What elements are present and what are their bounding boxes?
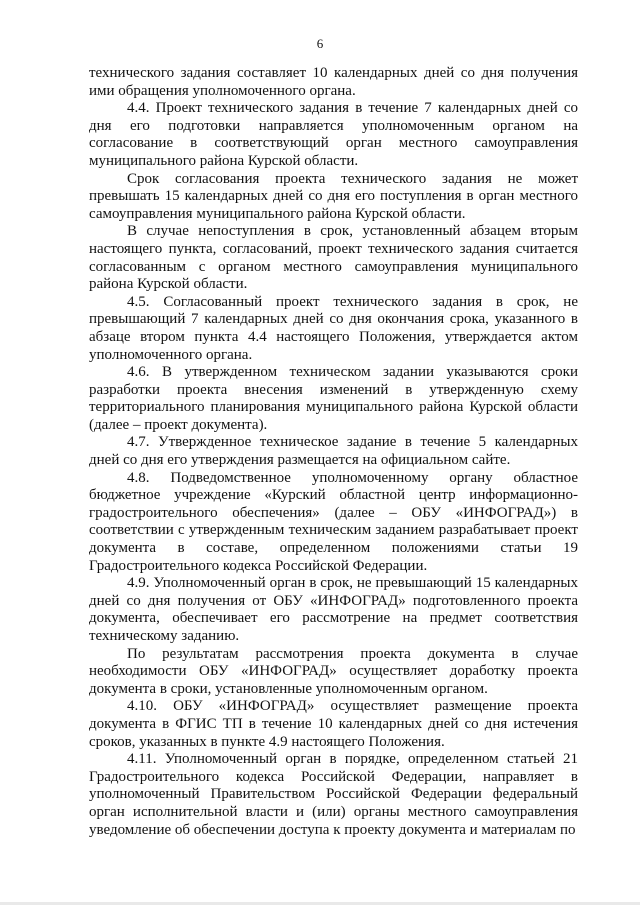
paragraph-4-4: 4.4. Проект технического задания в течение 7 календарных дней со дня его подготовки направляется уполномоченным органом на согласование в соответствующий орган местного самоуправления муниципального района Курской области. bbox=[89, 100, 578, 169]
paragraph-4-4-approval-term: Срок согласования проекта технического задания не может превышать 15 календарных дней со дня его поступления в орган местного самоуправления муниципального района Курской области. bbox=[89, 170, 578, 222]
paragraph-4-9: 4.9. Уполномоченный орган в срок, не превышающий 15 календарных дней со дня получения от ОБУ «ИНФОГРАД» подготовленного проекта документа, обеспечивает его рассмотрение на предмет соответствия техническому заданию. bbox=[89, 575, 578, 644]
paragraph-4-5: 4.5. Согласованный проект технического задания в срок, не превышающий 7 календарных дней со дня окончания срока, указанного в абзаце втором пункта 4.4 настоящего Положения, утверждается актом уполномоченного органа. bbox=[89, 293, 578, 363]
paragraph-4-6: 4.6. В утвержденном техническом задании указываются сроки разработки проекта внесения изменений в утвержденную схему территориального планирования муниципального района Курской области (далее – проект документа). bbox=[89, 364, 578, 433]
paragraph-4-7: 4.7. Утвержденное техническое задание в течение 5 календарных дней со дня его утверждения размещается на официальном сайте. bbox=[89, 434, 578, 469]
paragraph-4-4-non-receipt: В случае непоступления в срок, установленный абзацем вторым настоящего пункта, согласований, проект технического задания считается согласованным с органом местного самоуправления муниципального района Курской области. bbox=[89, 223, 578, 293]
paragraph-4-8: 4.8. Подведомственное уполномоченному органу областное бюджетное учреждение «Курский областной центр информационно-градостроительного обеспечения» (далее – ОБУ «ИНФОГРАД») в соответствии с утвержденным техническим заданием разрабатывает проект документа в составе, определенном положениями статьи 19 Градостроительного кодекса Российской Федерации. bbox=[89, 469, 578, 574]
paragraph-4-9-revision: По результатам рассмотрения проекта документа в случае необходимости ОБУ «ИНФОГРАД» осуществляет доработку проекта документа в сроки, установленные уполномоченным органом. bbox=[89, 645, 578, 697]
page-number: 6 bbox=[316, 36, 324, 51]
paragraph-4-10: 4.10. ОБУ «ИНФОГРАД» осуществляет размещение проекта документа в ФГИС ТП в течение 10 календарных дней со дня истечения сроков, указанных в пункте 4.9 настоящего Положения. bbox=[89, 698, 578, 750]
document-body bbox=[89, 65, 578, 839]
paragraph-4-11: 4.11. Уполномоченный орган в порядке, определенном статьей 21 Градостроительного кодекса Российской Федерации, направляет в уполномоченный Правительством Российской Федерации федеральный орган исполнительной власти и (или) органы местного самоуправления уведомление об обеспечении доступа к проекту документа и материалам по bbox=[89, 751, 578, 838]
paragraph-continuation: технического задания составляет 10 календарных дней со дня получения ими обращения уполномоченного органа. bbox=[89, 65, 578, 99]
